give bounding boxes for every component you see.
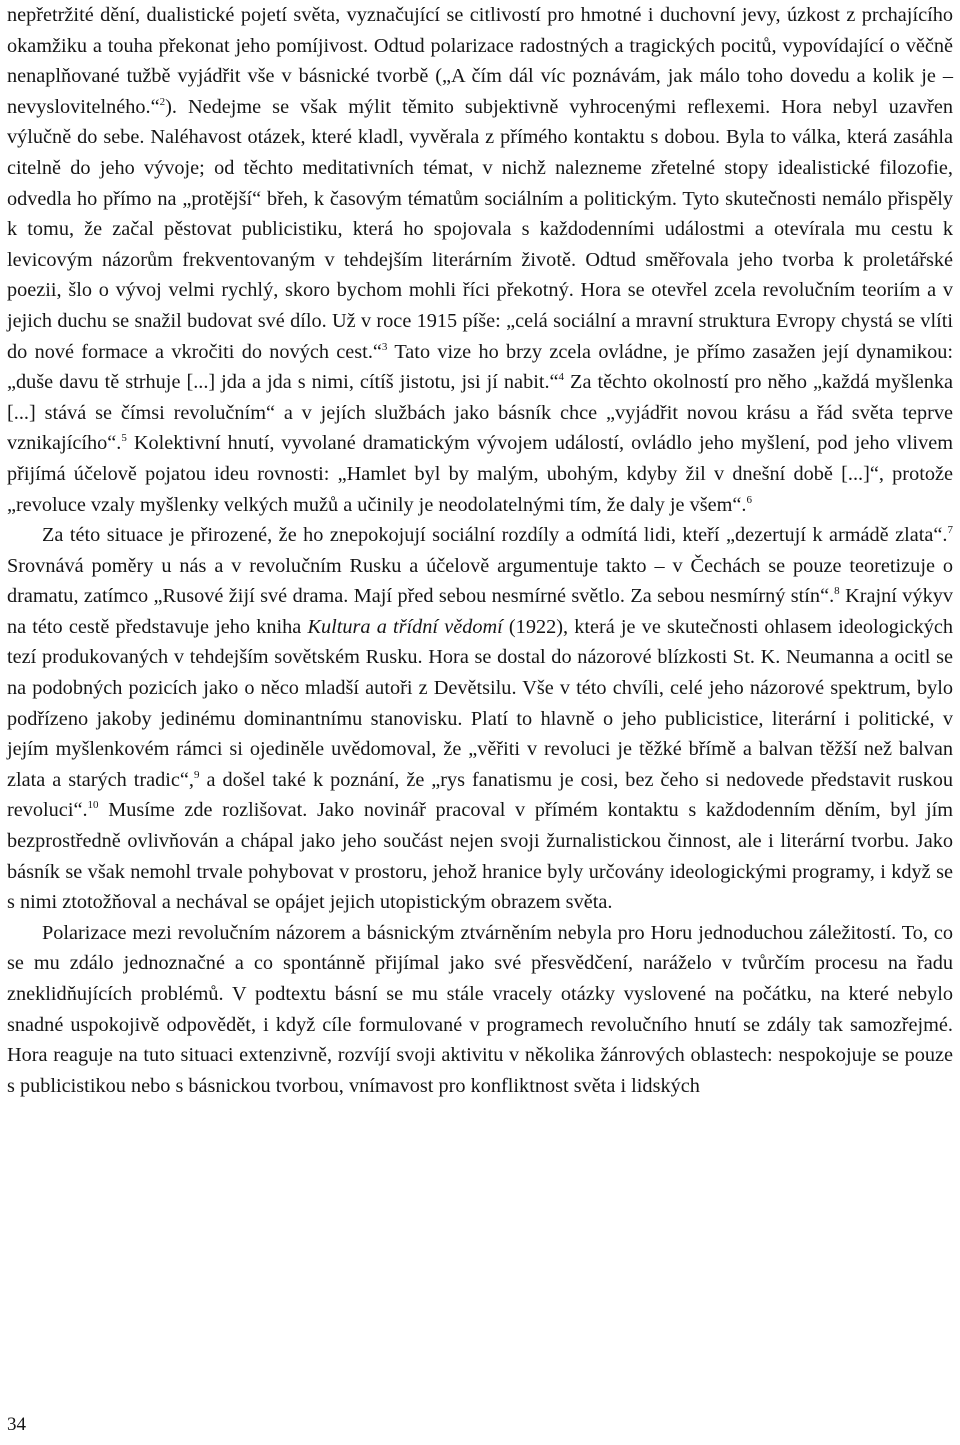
page-number: 34 (7, 1414, 26, 1435)
text-run: Tato vize ho brzy zcela ovládne, je přímo zasažen její dynamikou: „duše davu tě strhuje [...] jda a jda s nimi, cítíš jistotu, jsi jí nabit.“ (7, 340, 953, 394)
text-run: Za této situace je přirozené, že ho znepokojují sociální rozdíly a odmítá lidi, kteří „dezertují k armádě zlata“. (42, 524, 948, 547)
text-run: Krajní výkyv na této cestě představuje jeho kniha (7, 585, 954, 638)
paragraph (7, 0, 953, 520)
text-run: Za těchto okolností pro něho „každá myšlenka [...] stává se čímsi revolučním“ a v jejích službách jako básník chce „vyjádřit novou krásu a řád světa teprve vznikajícího“. (7, 371, 953, 455)
document-body (7, 0, 953, 1101)
text-run: Musíme zde rozlišovat. Jako novinář pracoval v přímém kontaktu s každodenním děním, byl jím bezprostředně ovlivňován a chápal jako jeho součást nejen svoji žurnalistickou činnost, ale i literární tvorbu. Jako básník se však nemohl trvale pohybovat v prostoru, jehož hranice byly určovány ideologickými programy, i když se s nimi ztotožňoval a nechával se opájet jejich utopistickým obrazem světa. (7, 799, 953, 914)
footnote-marker: 3 (381, 340, 388, 353)
paragraph (7, 520, 953, 918)
text-run: Polarizace mezi revolučním názorem a básnickým ztvárněním nebyla pro Horu jednoduchou záležitostí. To, co se mu zdálo jednoznačné a co spontánně přijímal jako své přesvědčení, naráželo v tvůrčím procesu na řadu zneklidňujících problémů. V podtextu básní se mu stále vracely otázky vyslovené na počátku, na které nebylo snadné uspokojivě odpovědět, i když cíle formulované v programech revolučního hnutí se zdály tak samozřejmé. Hora reaguje na tuto situaci extenzivně, rozvíjí svoji aktivitu v několika žánrových oblastech: nespokojuje se pouze s publicistikou nebo s básnickou tvorbou, vnímavost pro konfliktnost světa i lidských (7, 921, 953, 1097)
footnote-marker: 6 (746, 493, 752, 506)
text-run: ). Nedejme se však mýlit těmito subjektivně vyhrocenými reflexemi. Hora nebyl uzavřen výlučně do sebe. Naléhavost otázek, které kladl, vyvěrala z přímého kontaktu s dobou. Byla to válka, která zasáhla citelně do jeho vývoje; od těchto meditativních témat, v nichž nalezneme zřetelné stopy idealistické filozofie, odvedla ho přímo na „protější“ břeh, k časovým tématům sociálním a politickým. Tyto skutečnosti nemálo přispěly k tomu, že začal pěstovat publicistiku, která ho spojovala s každodenními událostmi a otevírala mu cestu k levicovým názorům frekventovaným v tehdejším literárním životě. Odtud směřovala jeho tvorba k proletářské poezii, šlo o vývoj velmi rychlý, skoro bychom mohli říci překotný. Hora se otevřel zcela revolučním teoriím a v jejich duchu se snažil budovat své dílo. Už v roce 1915 píše: „celá sociální a mravní struktura Evropy chystá se vlíti do nové formace a vkročiti do nových cest.“ (7, 95, 953, 363)
footnote-marker: 9 (194, 769, 200, 782)
text-run: nepřetržité dění, dualistické pojetí světa, vyznačující se citlivostí pro hmotné i duchovní jevy, úzkost z prchajícího okamžiku a touha překonat jeho pomíjivost. Odtud polarizace radostných a tragických pocitů, vypovídající o věčně nenaplňované tužbě vyjádřit vše v básnické tvorbě („A čím dál víc poznávám, jak málo toho dovedu a kolik je – nevyslovitelného.“ (7, 4, 953, 118)
text-run: (1922), která je ve skutečnosti ohlasem ideologických tezí produkovaných v tehdejším sovětském Rusku. Hora se dostal do názorové blízkosti St. K. Neumanna a ocitl se na podobných pozicích jako o něco mladší autoři z Devětsilu. Vše v této chvíli, celé jeho názorové spektrum, bylo podřízeno jakoby jedinému dominantnímu stanovisku. Platí to hlavně o jeho publicistice, literární i politické, v jejím myšlenkovém rámci si ojediněle uvědomoval, že „věřiti v revoluci je těžké břímě a balvan těžší než balvan zlata a starých tradic“, (7, 615, 953, 791)
book-title: Kultura a třídní vědomí (307, 615, 503, 638)
text-run: Srovnává poměry u nás a v revolučním Rusku a účelově argumentuje takto – v Čechách se pouze teoretizuje o dramatu, zatímco „Rusové žijí své drama. Mají před sebou nesmírné světlo. Za sebou nesmírný stín“. (7, 554, 953, 608)
footnote-marker: 4 (558, 371, 565, 384)
footnote-marker: 5 (121, 432, 127, 445)
footnote-marker: 7 (947, 524, 953, 537)
paragraph (7, 918, 953, 1102)
text-run: Kolektivní hnutí, vyvolané dramatickým vývojem událostí, ovládlo jeho myšlení, pod jeho vlivem přijímá účelově pojatou ideu rovnosti: „Hamlet byl by malým, ubohým, kdyby žil v dnešní době [...]“, protože „revoluce vzaly myšlenky velkých mužů a učinily je neodolatelnými tím, že daly je všem“. (7, 432, 953, 516)
footnote-marker: 8 (834, 585, 840, 598)
footnote-marker: 2 (159, 96, 166, 109)
paragraph-container (7, 0, 953, 1101)
text-run: a došel také k poznání, že „rys fanatismu je cosi, bez čeho si nedovede představit ruskou revoluci“. (7, 768, 954, 822)
footnote-marker: 10 (87, 799, 99, 812)
